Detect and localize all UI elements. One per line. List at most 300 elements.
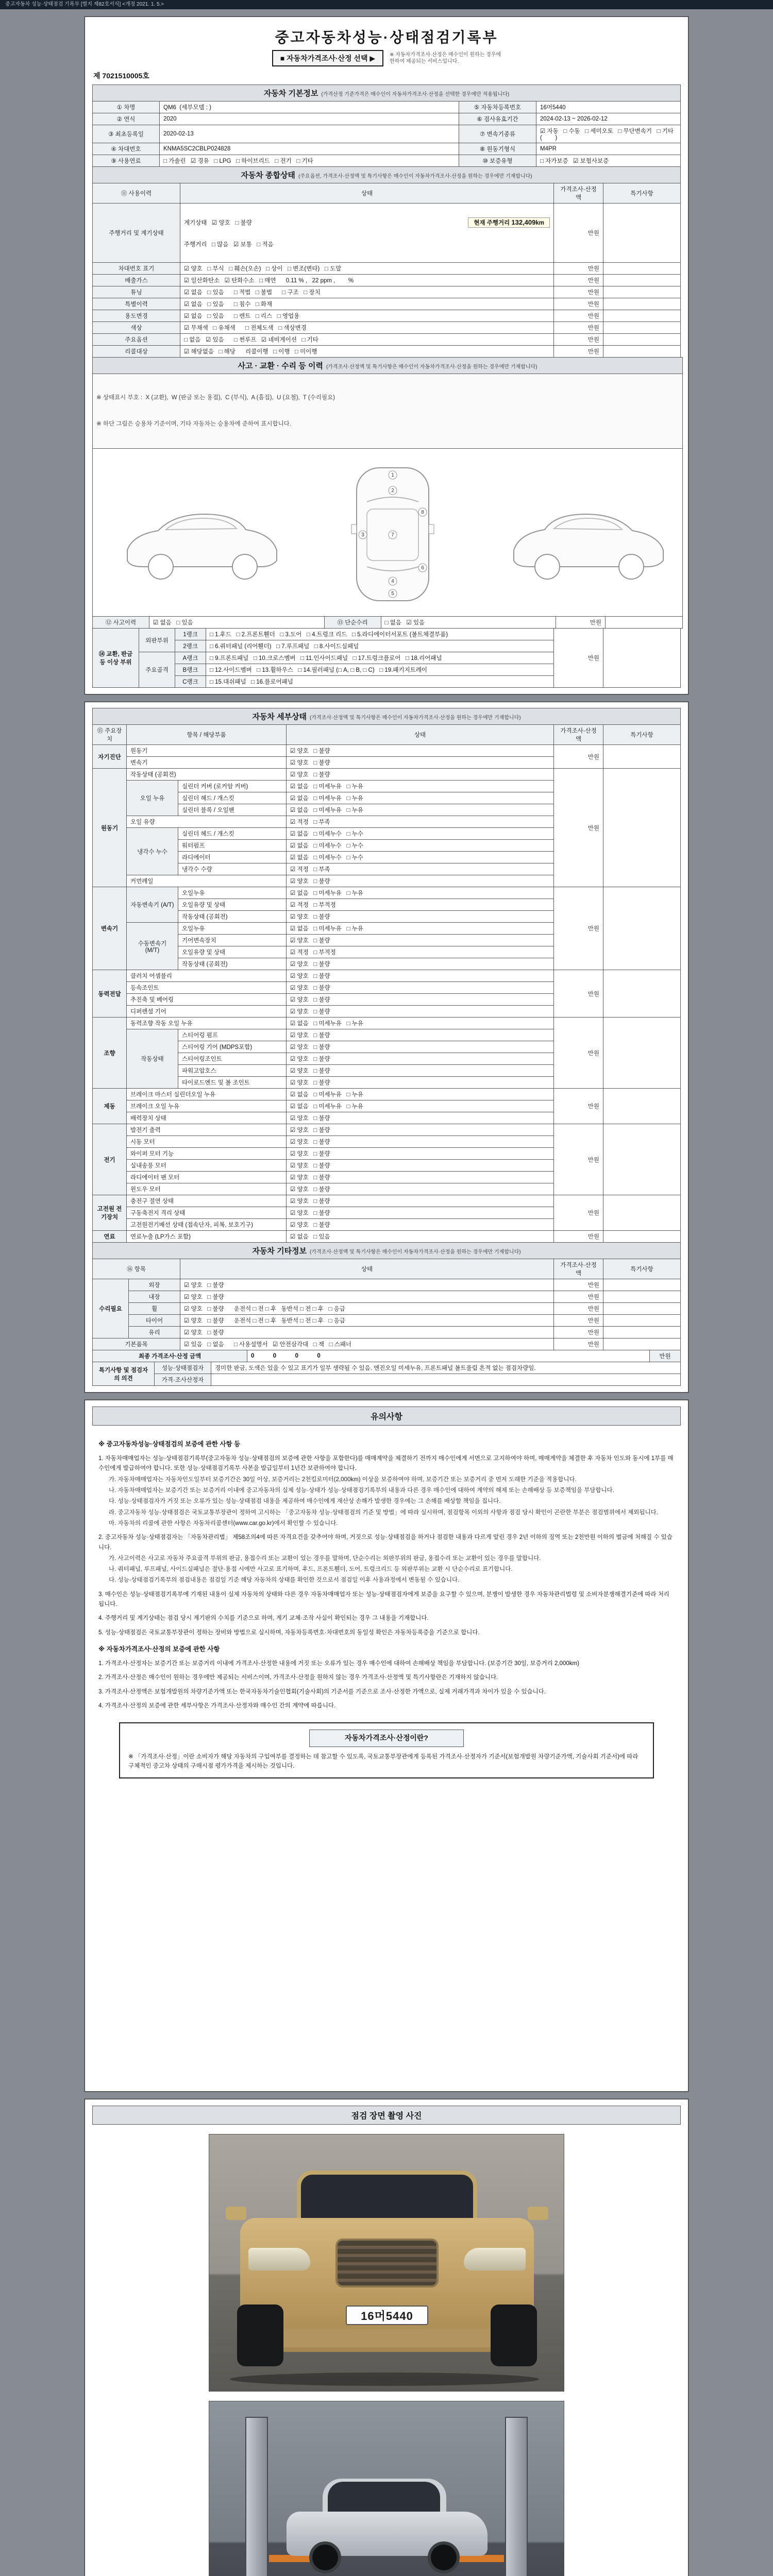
final-price-label: 최종 가격조사·산정 금액	[93, 1350, 247, 1362]
repair-group-label: 수리필요	[93, 1279, 129, 1338]
item-cell: 실린더 헤드 / 개스킷	[178, 828, 287, 840]
notice-title: 유의사항	[92, 1406, 681, 1426]
note-cell	[603, 1303, 681, 1315]
field-label: ⑧ 원동기형식	[459, 143, 536, 155]
item-cell: 타이로드엔드 및 볼 조인트	[178, 1077, 287, 1089]
inspector-comment: 경미한 판금, 도색은 있을 수 있고 표기가 일부 생략될 수 있음. 엔진오일 미세누유, 프론트패널 볼트풀림 흔적 없는 점검차량임.	[211, 1362, 681, 1374]
lifted-car	[287, 2479, 488, 2561]
mileage-value: 132,409	[511, 218, 536, 226]
table-row	[93, 101, 681, 113]
top-form-note: 중고자동차 성능·상태점검 기록부 [별지 제82호서식] <개정 2021. 1. 5.>	[0, 0, 773, 9]
status-cell: ☑ 양호 □ 불량	[287, 1172, 554, 1183]
accident-history-value: ☑ 없음 □ 있음	[149, 617, 325, 629]
field-label: ② 연식	[93, 113, 160, 125]
status-cell: ☑ 양호 □ 불량	[287, 1077, 554, 1089]
item-cell: 작동상태 (공회전)	[178, 911, 287, 923]
table-row	[93, 629, 681, 640]
status-cell: ☑ 있음 □ 없음 □ 사용설명서 ☑ 안전삼각대 □ 잭 □ 스패너	[180, 1338, 554, 1350]
note-cell	[603, 1338, 681, 1350]
basic-info-table	[92, 84, 681, 167]
section-note: (가격산정 기준가격은 매수인이 자동차가격조사·산정을 선택한 경우에만 적용됩니다)	[321, 92, 510, 97]
device-label: 원동기	[93, 769, 127, 887]
lift-post	[505, 2417, 528, 2576]
status-cell: ☑ 양호 □ 불량	[287, 757, 554, 769]
note-cell	[606, 617, 683, 629]
device-label: 동력전달	[93, 970, 127, 1018]
odometer-status: 계기상태 ☑ 양호 □ 불량	[184, 220, 252, 226]
status-cell: ☑ 양호 □ 불량	[287, 1041, 554, 1053]
field-value: □ 가솔린 ☑ 경유 □ LPG □ 하이브리드 □ 전기 □ 기타	[160, 155, 459, 167]
status-cell: ☑ 적정 □ 부족	[287, 863, 554, 875]
car-side-view-left	[127, 514, 277, 579]
svg-text:1: 1	[391, 472, 394, 478]
table-row	[93, 1338, 681, 1350]
notice-item: 1. 자동차매매업자는 성능·상태점검기록부(중고자동차 성능·상태점검의 보증에 관한 사항을 포함한다)를 매매계약을 체결하기 전까지 매수인에게 서면으로 고지하여야 하며, 매매계약을 체결한 후 자동차 인도와 동시에 1부를 매수인에게 발급하여야 합니다. 또한 성능·상태점검기록부 사본을 발급일부터 1년간 보관하여야 합니다.	[98, 1455, 674, 1472]
rank-items: □ 15.대쉬패널 □ 16.플로어패널	[206, 676, 554, 688]
field-label: ⑨ 사용연료	[93, 155, 160, 167]
item-label: 유리	[129, 1327, 180, 1338]
field-value: KNMA5SC2CBLP024828	[160, 143, 459, 155]
inspector-label: 성능·상태점검자	[155, 1362, 211, 1374]
note-cell	[603, 769, 681, 887]
note-cell	[603, 263, 681, 275]
note-cell	[603, 1315, 681, 1327]
price-cell: 만원	[554, 769, 603, 887]
headlight	[248, 2248, 310, 2270]
field-label: ⑩ 보증유형	[459, 155, 536, 167]
status-cell: ☑ 양호 □ 불량	[180, 1291, 554, 1303]
sheet-detail	[85, 702, 688, 1393]
section-note: (주요옵션, 가격조사·산정액 및 특기사항은 매수인이 자동차가격조사·산정을 원하는 경우에만 기재합니다)	[298, 174, 532, 179]
table-row	[93, 1279, 681, 1291]
notice-heading: ※ 자동차가격조사·산정의 보증에 관한 사항	[98, 1646, 220, 1653]
svg-text:6: 6	[421, 565, 424, 571]
status-cell: ☑ 없음 □ 미세누수 □ 누수	[287, 828, 554, 840]
price-cell: 만원	[554, 1327, 603, 1338]
section-note: (가격조사·산정액 및 특기사항은 매수인이 자동차가격조사·산정을 원하는 경우에만 기재합니다)	[310, 1249, 521, 1255]
note-cell	[603, 204, 681, 263]
item-cell: 등속조인트	[127, 982, 287, 994]
document-number: 제 7021510005호	[93, 72, 149, 80]
status-cell: ☑ 없음 □ 미세누유 □ 누유	[287, 792, 554, 804]
item-label: 특별이력	[93, 298, 180, 310]
table-row	[93, 322, 681, 334]
device-label: 전기	[93, 1124, 127, 1195]
item-cell: 실린더 블록 / 오일팬	[178, 804, 287, 816]
detail-condition-table	[92, 708, 681, 1243]
rank-label: 1랭크	[175, 629, 206, 640]
status-cell: □ 없음 ☑ 있음 □ 썬루프 ☑ 네비게이션 □ 기타	[180, 334, 554, 346]
field-value: 2024-02-13 ~ 2026-02-12	[536, 113, 681, 125]
price-cell: 만원	[556, 617, 606, 629]
status-cell: ☑ 양호 □ 불량	[287, 935, 554, 946]
col-device: ⑮ 주요장치	[93, 725, 127, 745]
section-title-text: 자동차 종합상태	[241, 171, 295, 180]
accident-history-table	[92, 357, 683, 629]
price-cell: 만원	[554, 1291, 603, 1303]
appraiser-comment	[211, 1374, 681, 1386]
sub-label: 자동변속기 (A/T)	[127, 887, 178, 923]
status-cell: ☑ 양호 □ 불량	[287, 1053, 554, 1065]
item-cell: 윈도우 모터	[127, 1183, 287, 1195]
note-cell	[603, 970, 681, 1018]
mileage-level: 주행거리 □ 많음 ☑ 보통 □ 적음	[184, 242, 274, 248]
svg-text:8: 8	[421, 510, 424, 515]
note-cell	[603, 1291, 681, 1303]
car-damage-diagram	[96, 463, 679, 607]
item-cell: 오일누유	[178, 887, 287, 899]
col-price: 가격조사·산정액	[554, 183, 603, 204]
item-cell: 클러치 어셈블리	[127, 970, 287, 982]
note-cell	[603, 1279, 681, 1291]
note-cell	[603, 1231, 681, 1243]
item-cell: 연료누출 (LP가스 포함)	[127, 1231, 287, 1243]
table-row	[93, 745, 681, 757]
table-row	[93, 204, 681, 263]
side-mirror	[226, 2207, 246, 2220]
table-header-row	[93, 725, 681, 745]
item-cell: 라디에이터 팬 모터	[127, 1172, 287, 1183]
device-label: 연료	[93, 1231, 127, 1243]
field-value: 2020	[160, 113, 459, 125]
table-row	[93, 155, 681, 167]
table-row	[93, 1231, 681, 1243]
car-body	[240, 2218, 534, 2352]
item-label: 내장	[129, 1291, 180, 1303]
item-label: 색상	[93, 322, 180, 334]
price-cell: 만원	[554, 275, 603, 286]
field-label: ③ 최초등록일	[93, 125, 160, 143]
wheel	[428, 2541, 460, 2573]
item-label: 배출가스	[93, 275, 180, 286]
status-cell: ☑ 양호 □ 불량	[287, 1112, 554, 1124]
note-cell	[603, 1195, 681, 1231]
col-note: 특기사항	[603, 183, 681, 204]
section-title-detail	[93, 708, 681, 725]
overall-condition-table	[92, 166, 681, 358]
device-label: 제동	[93, 1089, 127, 1124]
price-cell: 만원	[554, 1338, 603, 1350]
status-cell: ☑ 양호 □ 불량	[287, 1219, 554, 1231]
field-value: QM6 (세부모델 : )	[160, 101, 459, 113]
table-row	[93, 1124, 681, 1136]
front-bumper	[245, 2329, 529, 2347]
accident-history-label: ⑫ 사고이력	[93, 617, 149, 629]
sheet-photos	[85, 2099, 688, 2576]
table-row	[93, 887, 681, 899]
svg-text:4: 4	[391, 579, 394, 584]
inspector-opinion-table	[92, 1362, 681, 1386]
field-value: M4PR	[536, 143, 681, 155]
notice-subitem: 나. 자동차매매업자는 보증기간 또는 보증거리 이내에 중고자동차의 실제 성능·상태가 성능·상태점검기록부의 내용과 다른 경우 매수인에 대하여 계약의 해제 또는 손해배상 등 보증책임을 부담합니다.	[109, 1487, 614, 1494]
sub-label: 냉각수 누수	[127, 828, 178, 875]
notice-subitem: 가. 자동차매매업자는 자동차인도일부터 보증기간은 30일 이상, 보증거리는 2천킬로미터(2,000km) 이상을 보증하여야 하며, 보증기간 또는 보증거리 중 먼저 도래한 기준을 적용합니다.	[109, 1476, 577, 1483]
rank-items: □ 6.쿼터패널 (리어휀더) □ 7.루프패널 □ 8.사이드실패널	[206, 640, 554, 652]
simple-repair-label: ⑬ 단순수리	[324, 617, 381, 629]
device-label: 조향	[93, 1018, 127, 1089]
price-cell: 만원	[554, 1315, 603, 1327]
notice-subitem: 가. 사고이력은 사고로 자동차 주요골격 부위의 판금, 용접수리 또는 교환이 있는 경우를 말하며, 단순수리는 외판부위의 판금, 용접수리 또는 교환이 있는 경우를 말합니다.	[109, 1555, 541, 1562]
wheel	[309, 2541, 341, 2573]
note-cell	[603, 1124, 681, 1195]
price-select-note-2: 한하여 제공되는 서비스입니다.	[390, 59, 459, 64]
document-title: 중고자동차성능·상태점검기록부	[275, 29, 498, 45]
note-cell	[603, 310, 681, 322]
final-price-unit: 만원	[650, 1350, 681, 1362]
status-cell: ☑ 양호 □ 불량	[287, 1148, 554, 1160]
sheet-notice	[85, 1400, 688, 2092]
price-cell: 만원	[554, 745, 603, 769]
table-row	[93, 1018, 681, 1029]
item-cell: 워터펌프	[178, 840, 287, 852]
item-cell: 오일유량 및 상태	[178, 899, 287, 911]
status-cell: ☑ 양호 □ 불량	[287, 1160, 554, 1172]
status-cell: ☑ 양호 □ 불량	[287, 1124, 554, 1136]
table-header-row	[93, 1259, 681, 1279]
item-label: 타이어	[129, 1315, 180, 1327]
table-row	[93, 617, 683, 629]
col-status: 상태	[287, 725, 554, 745]
status-cell: ☑ 없음 □ 미세누수 □ 누수	[287, 840, 554, 852]
notice-subitem: 나. 쿼터패널, 루프패널, 사이드실패널은 절단·용접 시에만 사고로 표기하며, 후드, 프론트휀더, 도어, 트렁크리드 등 외판부위는 교환 시 단순수리로 표기합니다.	[109, 1566, 513, 1573]
appraiser-label: 가격·조사산정자	[155, 1374, 211, 1386]
field-label: ⑥ 검사유효기간	[459, 113, 536, 125]
table-row	[93, 310, 681, 322]
note-cell	[603, 346, 681, 358]
item-cell: 발전기 출력	[127, 1124, 287, 1136]
table-row	[93, 970, 681, 982]
car-window	[328, 2482, 440, 2512]
final-price-table	[92, 1350, 681, 1362]
notice-item: 4. 주행거리 및 계기상태는 점검 당시 계기판의 수치를 기준으로 하며, 계기 교체·조작 사실이 확인되는 경우 그 내용을 기재합니다.	[98, 1615, 429, 1622]
sheet-basic	[85, 16, 688, 694]
rank-items: □ 12.사이드멤버 □ 13.휠하우스 □ 14.필러패널 (□ A, □ B, □ C) □ 19.패키지트레이	[206, 664, 554, 676]
item-label: 리콜대상	[93, 346, 180, 358]
item-label: 주요옵션	[93, 334, 180, 346]
legend-cell	[93, 374, 683, 449]
item-cell: 오일유량 및 상태	[178, 946, 287, 958]
item-cell: 스티어링조인트	[178, 1053, 287, 1065]
item-cell: 변속기	[127, 757, 287, 769]
status-cell: ☑ 양호 □ 불량	[287, 1029, 554, 1041]
status-cell: ☑ 양호 □ 불량	[180, 1279, 554, 1291]
status-cell: ☑ 적정 □ 부족	[287, 816, 554, 828]
table-row	[93, 286, 681, 298]
price-cell: 만원	[554, 1303, 603, 1315]
table-row	[93, 1303, 681, 1315]
price-select-note-1: ※ 자동차가격조사·산정은 매수인이 원하는 경우에	[390, 52, 501, 58]
svg-text:3: 3	[361, 532, 364, 538]
note-cell	[603, 334, 681, 346]
notice-item: 2. 중고자동차 성능·상태점검자는 「자동차관리법」 제58조의4에 따른 자격요건을 갖추어야 하며, 거짓으로 성능·상태점검을 하거나 점검한 내용과 다르게 알린 경우 2년 이하의 징역 또는 2천만원 이하의 벌금에 처해질 수 있습니다.	[98, 1534, 673, 1551]
price-appraisal-select-button[interactable]: ■ 자동차가격조사·산정 선택 ▶	[272, 50, 383, 66]
item-cell: 시동 모터	[127, 1136, 287, 1148]
status-cell: ☑ 양호 □ 불량	[287, 994, 554, 1006]
item-cell: 브레이크 오일 누유	[127, 1100, 287, 1112]
notice-item: 3. 매수인은 성능·상태점검기록부에 기재된 내용이 실제 자동차의 상태와 다른 경우 자동차매매업자 또는 성능·상태점검자에게 보증을 요구할 수 있으며, 분쟁이 발생한 경우 자동차관리법령 및 소비자분쟁해결기준에 따라 처리됩니다.	[98, 1591, 670, 1608]
section-title-text: 사고 · 교환 · 수리 등 이력	[238, 362, 323, 370]
notice-subitem: 마. 자동차의 리콜에 관한 사항은 자동차리콜센터(www.car.go.kr)에서 확인할 수 있습니다.	[109, 1520, 338, 1527]
photos-title: 점검 장면 촬영 사진	[92, 2106, 681, 2125]
damage-code-legend: ※ 상태표시 부호 : X (교환), W (판금 또는 용접), C (부식), A (흠집), U (요철), T (수리필요)	[96, 394, 335, 401]
table-row	[93, 769, 681, 781]
section-title-text: 자동차 기본정보	[263, 89, 318, 98]
headlight	[464, 2248, 526, 2270]
status-cell: ☑ 양호 □ 불량	[287, 1207, 554, 1219]
suv-front-view	[240, 2171, 534, 2371]
table-row	[93, 275, 681, 286]
price-cell: 만원	[554, 298, 603, 310]
note-cell	[603, 745, 681, 769]
mileage-unit: km	[535, 220, 544, 226]
rank-items: □ 9.프론트패널 □ 10.크로스멤버 □ 11.인사이드패널 □ 17.트렁크플로어 □ 18.리어패널	[206, 652, 554, 664]
notice-heading: ※ 중고자동차성능·상태점검의 보증에 관한 사항 등	[98, 1440, 241, 1448]
note-cell	[603, 275, 681, 286]
item-cell: 커먼레일	[127, 875, 287, 887]
status-cell: ☑ 없음 □ 있음 □ 적법 □ 불법 □ 구조 □ 장치	[180, 286, 554, 298]
table-row	[93, 1315, 681, 1327]
item-cell: 스티어링 펌프	[178, 1029, 287, 1041]
note-cell	[603, 1018, 681, 1089]
item-cell: 실린더 헤드 / 개스킷	[178, 792, 287, 804]
item-label: 튜닝	[93, 286, 180, 298]
sub-label: 작동상태	[127, 1029, 178, 1089]
price-cell: 만원	[554, 1018, 603, 1089]
status-cell: ☑ 없음 □ 미세누유 □ 누유	[287, 781, 554, 792]
legend-row	[93, 374, 683, 449]
item-cell: 충전구 절연 상태	[127, 1195, 287, 1207]
sub-label: 오일 누유	[127, 781, 178, 816]
rank-label: C랭크	[175, 676, 206, 688]
car-top-view	[351, 468, 434, 601]
item-cell: 오일 유량	[127, 816, 287, 828]
status-cell: ☑ 양호 □ 불량	[287, 1065, 554, 1077]
table-row	[93, 113, 681, 125]
table-row	[93, 263, 681, 275]
diagram-row	[93, 449, 683, 617]
note-cell	[603, 286, 681, 298]
device-label: 고전원 전기장치	[93, 1195, 127, 1231]
outer-panel-label: 외판부위	[139, 629, 175, 652]
item-cell: 원동기	[127, 745, 287, 757]
item-cell: 디퍼렌셜 기어	[127, 1006, 287, 1018]
field-label: ⑤ 자동차등록번호	[459, 101, 536, 113]
price-cell: 만원	[554, 263, 603, 275]
status-cell: ☑ 없음 □ 미세누유 □ 누유	[287, 923, 554, 935]
status-cell: ☑ 양호 □ 불량 운전석 □ 전 □ 후 동반석 □ 전 □ 후 □ 응급	[180, 1303, 554, 1315]
wheel	[491, 2304, 537, 2366]
note-cell	[603, 629, 681, 688]
item-label: 용도변경	[93, 310, 180, 322]
table-row	[93, 1362, 681, 1374]
notice-item: 3. 가격조사·산정액은 보험개발원의 차량기준가액 또는 한국자동차기술인협회(기술사회)의 기준서를 기준으로 조사·산정한 가액으로, 실제 거래가격과 차이가 있을 수 있습니다.	[98, 1688, 546, 1695]
status-cell: ☑ 일산화탄소 ☑ 탄화수소 □ 매연 0.11 % , 22 ppm , %	[180, 275, 554, 286]
price-cell: 만원	[554, 1195, 603, 1231]
simple-repair-value: □ 없음 ☑ 있음	[381, 617, 556, 629]
status-cell: ☑ 무채색 □ 유채색 □ 전체도색 □ 색상변경	[180, 322, 554, 334]
mileage-label: 현재 주행거리	[474, 220, 510, 226]
price-select-row	[92, 48, 681, 70]
inspection-photo-front	[209, 2134, 564, 2392]
status-cell: ☑ 적정 □ 부적정	[287, 899, 554, 911]
svg-text:7: 7	[391, 532, 394, 538]
status-cell	[180, 204, 554, 263]
current-mileage	[468, 217, 550, 228]
item-cell: 고전원전기배선 상태 (접속단자, 피복, 보호기구)	[127, 1219, 287, 1231]
svg-text:5: 5	[391, 591, 394, 597]
price-cell: 만원	[554, 286, 603, 298]
col-status: 상태	[180, 183, 554, 204]
price-cell: 만원	[554, 970, 603, 1018]
note-cell	[603, 887, 681, 970]
svg-text:2: 2	[391, 488, 394, 494]
table-row	[93, 298, 681, 310]
status-cell: ☑ 없음 □ 미세누수 □ 누수	[287, 852, 554, 863]
field-value: 2020-02-13	[160, 125, 459, 143]
notice-subitem: 다. 성능·상태점검자가 거짓 또는 오류가 있는 성능·상태점검 내용을 제공하여 매수인에게 재산상 손해가 발생한 경우에는 그 손해를 배상할 책임을 집니다.	[109, 1498, 501, 1505]
frame-label: 주요골격	[139, 652, 175, 688]
table-row	[93, 1089, 681, 1100]
price-cell: 만원	[554, 1124, 603, 1195]
table-row	[93, 1350, 681, 1362]
table-header-row	[93, 183, 681, 204]
price-cell: 만원	[554, 887, 603, 970]
car-diagram-cell	[93, 449, 683, 617]
status-cell: ☑ 양호 □ 불량	[287, 745, 554, 757]
side-mirror	[528, 2207, 548, 2220]
price-cell: 만원	[554, 1279, 603, 1291]
field-label: ⑦ 변속기종류	[459, 125, 536, 143]
status-cell: ☑ 없음 □ 미세누유 □ 누유	[287, 887, 554, 899]
rank-items: □ 1.후드 □ 2.프론트휀더 □ 3.도어 □ 4.트렁크 리드 □ 5.라디에이터서포트 (볼트체결부품)	[206, 629, 554, 640]
item-cell: 배력장치 상태	[127, 1112, 287, 1124]
table-row	[93, 334, 681, 346]
col-usage-history: ⑪ 사용이력	[93, 183, 180, 204]
item-cell: 라디에이터	[178, 852, 287, 863]
basic-items-label: 기본품목	[93, 1338, 180, 1350]
status-cell: ☑ 없음 □ 있음 □ 침수 □ 화재	[180, 298, 554, 310]
car-side-view-right	[514, 514, 663, 579]
section-title-text: 자동차 기타정보	[252, 1247, 307, 1256]
item-cell: 작동상태 (공회전)	[127, 769, 287, 781]
rank-label: A랭크	[175, 652, 206, 664]
notice-item: 4. 가격조사·산정의 보증에 관한 세부사항은 가격조사·산정자와 매수인 간의 계약에 따릅니다.	[98, 1702, 336, 1709]
item-cell: 실내송풍 모터	[127, 1160, 287, 1172]
col-note: 특기사항	[603, 725, 681, 745]
notice-item: 2. 가격조사·산정은 매수인이 원하는 경우에만 제공되는 서비스이며, 가격조사·산정을 원하지 않는 경우 가격조사·산정액 및 특기사항란은 기재하지 않습니다.	[98, 1674, 498, 1681]
rank-label: B랭크	[175, 664, 206, 676]
status-cell: ☑ 양호 □ 불량	[287, 911, 554, 923]
notice-subitem: 라. 중고자동차 성능·상태점검은 국토교통부장관이 정하여 고시하는 「중고자동차 성능·상태점검의 기준 및 방법」에 따라 실시하며, 점검항목 이외의 사항과 점검 당시 확인이 곤란한 부분은 점검범위에서 제외됩니다.	[109, 1509, 658, 1516]
field-value: □ 자가보증 ☑ 보험사보증	[536, 155, 681, 167]
notice-item: 5. 성능·상태점검은 국토교통부장관이 정하는 장비와 방법으로 실시하며, 자동차등록번호·차대번호의 동일성 확인은 자동차등록증을 기준으로 합니다.	[98, 1629, 480, 1636]
item-cell: 냉각수 수량	[178, 863, 287, 875]
item-cell: 추진축 및 베어링	[127, 994, 287, 1006]
table-row	[93, 1327, 681, 1338]
status-cell: ☑ 양호 □ 불량	[287, 1183, 554, 1195]
col-item: 항목 / 해당부품	[127, 725, 287, 745]
status-cell: ☑ 없음 □ 있음	[287, 1231, 554, 1243]
sub-label: 수동변속기 (M/T)	[127, 923, 178, 970]
exchange-panel-table	[92, 628, 681, 688]
price-appraisal-info-box	[119, 1722, 654, 1778]
item-label: 주행거리 및 계기상태	[93, 204, 180, 263]
price-box-title: 자동차가격조사·산정이란?	[309, 1730, 464, 1747]
price-cell: 만원	[554, 310, 603, 322]
wheel	[237, 2304, 283, 2366]
col-price: 가격조사·산정액	[554, 725, 603, 745]
field-value: ☑ 자동 □ 수동 □ 세미오토 □ 무단변속기 □ 기타 ( )	[536, 125, 681, 143]
